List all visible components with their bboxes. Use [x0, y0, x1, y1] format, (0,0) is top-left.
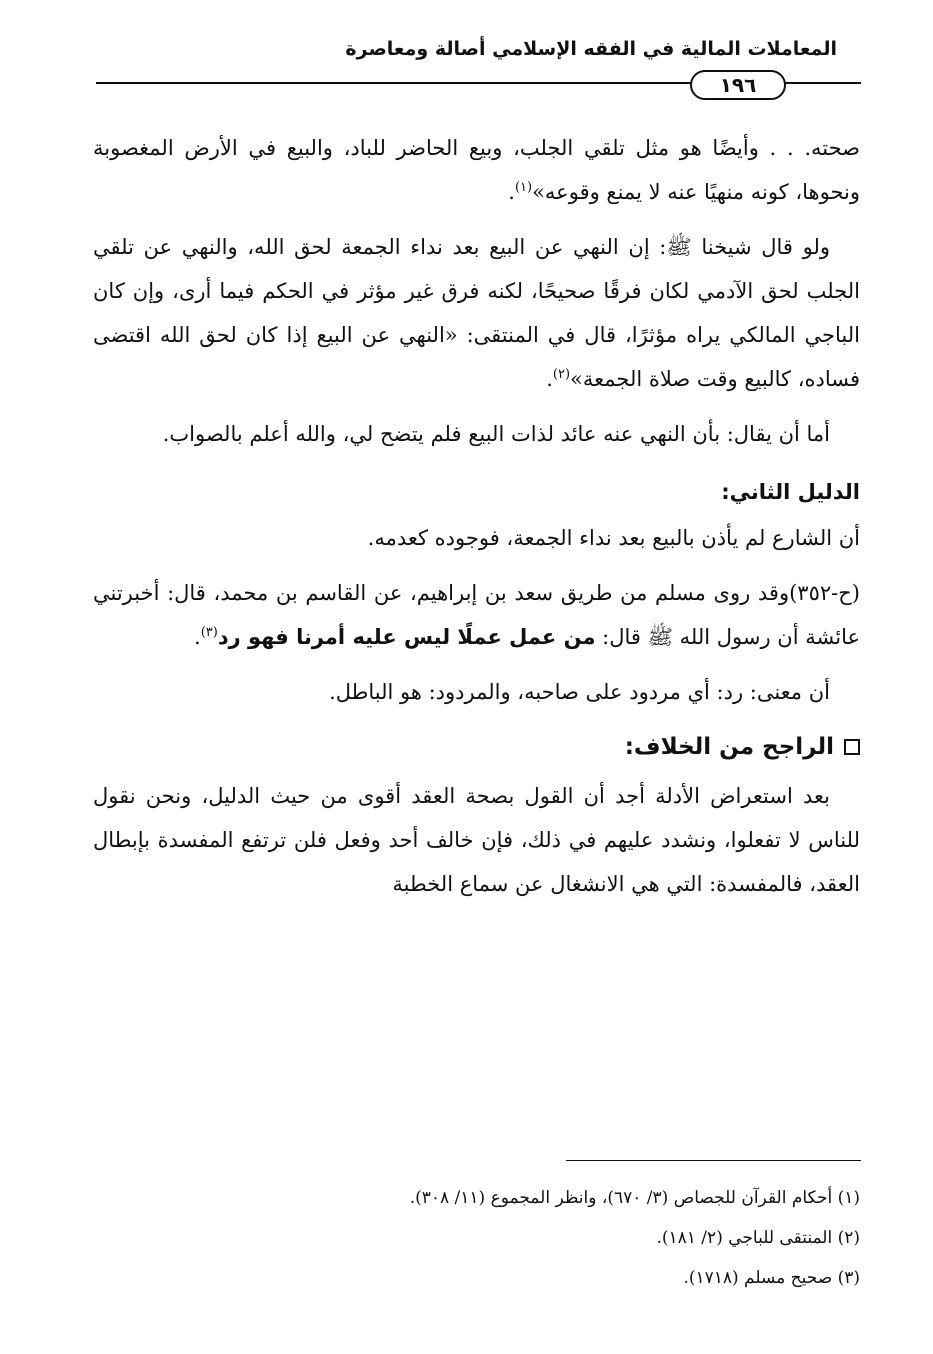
paragraph-1-text: صحته. . . وأيضًا هو مثل تلقي الجلب، وبيع الحاضر للباد، والبيع في الأرض المغصوبة ونحوها، كونه منهيًا عنه لا يمنع وقوعه»: [93, 136, 860, 204]
footnote-2: (٢) المنتقى للباجي (٢/ ١٨١).: [656, 1228, 860, 1248]
footnote-ref-2[interactable]: (٢): [552, 367, 571, 382]
page-number: ١٩٦: [690, 70, 786, 100]
heading-preferred-view-label: الراجح من الخلاف:: [624, 734, 834, 760]
footnote-1: (١) أحكام القرآن للجصاص (٣/ ٦٧٠)، وانظر المجموع (١١/ ٣٠٨).: [409, 1188, 860, 1208]
paragraph-2: [93, 225, 860, 401]
paragraph-5-text: (ح-٣٥٢)وقد روى مسلم من طريق سعد بن إبراهيم، عن القاسم بن محمد، قال: أخبرتني عائشة أن رسول الله ﷺ قال:: [93, 581, 860, 649]
paragraph-5-end: .: [194, 625, 201, 649]
paragraph-1: [93, 126, 860, 214]
footnote-rule: [566, 1160, 861, 1161]
paragraph-2-text: ولو قال شيخنا ﷺ: إن النهي عن البيع بعد نداء الجمعة لحق الله، والنهي عن تلقي الجلب لحق الآدمي لكان فرقًا صحيحًا، لكنه فرق غير مؤثر في الحكم فيما أرى، وإن كان الباجي المالكي يراه مؤثرًا، قال في المنتقى: «النهي عن البيع إذا كان لحق الله اقتضى فساده، كالبيع وقت صلاة الجمعة»: [93, 235, 860, 391]
paragraph-6: أن معنى: رد: أي مردود على صاحبه، والمردود: هو الباطل.: [329, 680, 830, 704]
main-text: [93, 126, 860, 906]
running-title: المعاملات المالية في الفقه الإسلامي أصالة ومعاصرة: [345, 38, 837, 60]
heading-second-evidence: الدليل الثاني:: [721, 480, 860, 504]
hadith-text: من عمل عملًا ليس عليه أمرنا فهو رد: [217, 625, 596, 649]
footnote-ref-3[interactable]: (٣): [200, 625, 218, 640]
paragraph-4: أن الشارع لم يأذن بالبيع بعد نداء الجمعة، فوجوده كعدمه.: [367, 526, 860, 550]
paragraph-1-end: .: [508, 180, 515, 204]
footnote-ref-1[interactable]: (١): [514, 180, 533, 195]
footnotes: [93, 1178, 860, 1298]
paragraph-7: بعد استعراض الأدلة أجد أن القول بصحة العقد أقوى من حيث الدليل، ونحن نقول للناس لا تفعلوا، ونشدد عليهم في ذلك، فإن خالف أحد وفعل فلن ترتفع المفسدة بإبطال العقد، فالمفسدة: التي هي الانشغال عن سماع الخطبة: [93, 784, 860, 896]
footnote-3: (٣) صحيح مسلم (١٧١٨).: [683, 1268, 860, 1288]
paragraph-3: أما أن يقال: بأن النهي عنه عائد لذات البيع فلم يتضح لي، والله أعلم بالصواب.: [162, 422, 830, 446]
paragraph-2-end: .: [546, 367, 553, 391]
heading-preferred-view: [93, 720, 860, 774]
checkbox-square-icon: [844, 739, 860, 755]
paragraph-5: [93, 571, 860, 659]
